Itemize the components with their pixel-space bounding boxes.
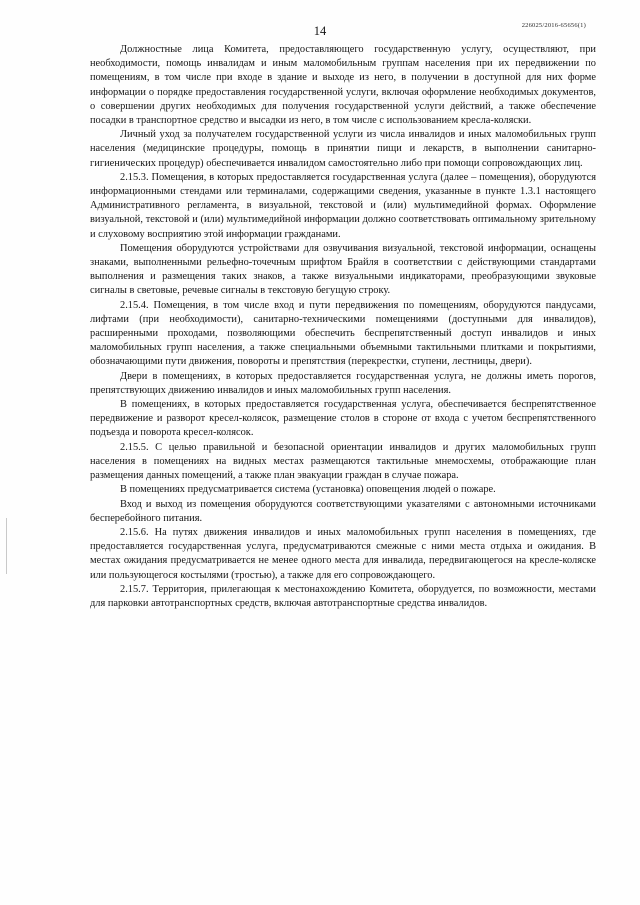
paragraph-entrance-exit: Вход и выход из помещения оборудуются соответствующими указателями с автономными источниками бесперебойного питания.	[90, 498, 596, 524]
page-number: 14	[313, 24, 327, 38]
paragraph-2-15-6: 2.15.6. На путях движения инвалидов и иных маломобильных групп населения в помещениях, где предоставляется государственная услуга, предусматриваются смежные с ними места отдыха и ожидания. В местах ожидания предусматривается не менее одного места для инвалида, передвигающегося на кресле-коляске или пользующегося костылями (тростью), а также для его сопровождающего.	[90, 526, 596, 581]
paragraph-fire-alarm: В помещениях предусматривается система (установка) оповещения людей о пожаре.	[120, 484, 496, 496]
document-body	[90, 43, 596, 611]
paragraph-2-15-5: 2.15.5. С целью правильной и безопасной ориентации инвалидов и других маломобильных групп населения в помещениях на видных местах размещаются тактильные мнемосхемы, отображающие план размещения данных помещений, а также план эвакуации граждан в случае пожара.	[90, 441, 596, 482]
paragraph-2-15-7: 2.15.7. Территория, прилегающая к местонахождению Комитета, оборудуется, по возможности, местами для парковки автотранспортных средств, включая автотранспортные средства инвалидов.	[90, 583, 596, 609]
paragraph-personal-care: Личный уход за получателем государственной услуги из числа инвалидов и иных маломобильных групп населения (медицинские процедуры, помощь в принятии пищи и лекарств, в выполнении санитарно-гигиенических процедур) обеспечивается инвалидом самостоятельно либо при помощи сопровождающих лиц.	[90, 129, 596, 169]
paragraph-wheelchair-movement: В помещениях, в которых предоставляется государственная услуга, обеспечивается беспрепятственное передвижение и разворот кресел-колясок, размещение столов в стороне от входа с учетом беспрепятственного подъезда и поворота кресел-колясок.	[90, 399, 596, 439]
paragraph-2-15-3: 2.15.3. Помещения, в которых предоставляется государственная услуга (далее – помещения), оборудуются информационными стендами или терминалами, содержащими сведения, указанные в пункте 1.3.1 настоящего Административного регламента, в визуальной, текстовой и (или) мультимедийной формах. Оформление визуальной, текстовой и (или) мультимедийной информации должно соответствовать оптимальному зрительному и слуховому восприятию этой информации гражданами.	[90, 171, 596, 240]
paragraph-officials-assistance: Должностные лица Комитета, предоставляющего государственную услугу, осуществляют, при необходимости, помощь инвалидам и иным маломобильным группам населения при их передвижении по помещениям, в том числе при входе в здание и выходе из него, в получении в доступной для них форме информации о порядке предоставления государственной услуги, включая оформление необходимых документов, о совершении других необходимых для получения государственной услуги действий, а также обеспечение посадки в транспортное средство и высадки из него, в том числе с использованием кресла-коляски.	[90, 44, 596, 127]
paragraph-doors: Двери в помещениях, в которых предоставляется государственная услуга, не должны иметь порогов, препятствующих движению инвалидов и иных маломобильных групп населения.	[90, 370, 596, 396]
paragraph-2-15-4: 2.15.4. Помещения, в том числе вход и пути передвижения по помещениям, оборудуются пандусами, лифтами (при необходимости), санитарно-техническими помещениями (доступными для инвалидов), расширенными проходами, позволяющими обеспечить беспрепятственный доступ инвалидов и иных маломобильных групп населения, а также специальными объемными тактильными плитками и покрытиями, обозначающими пути движения, повороты и препятствия (перекрестки, ступени, лестницы, двери).	[90, 299, 596, 368]
paragraph-sound-devices: Помещения оборудуются устройствами для озвучивания визуальной, текстовой информации, оснащены знаками, выполненными рельефно-точечным шрифтом Брайля в соответствии с действующими стандартами выполнения и размещения таких знаков, а также визуальными индикаторами, преобразующими звуковые сигналы в световые, речевые сигналы в текстовую бегущую строку.	[90, 242, 596, 297]
document-code: 226025/2016-65656(1)	[521, 22, 586, 29]
scan-edge-mark	[6, 518, 7, 574]
